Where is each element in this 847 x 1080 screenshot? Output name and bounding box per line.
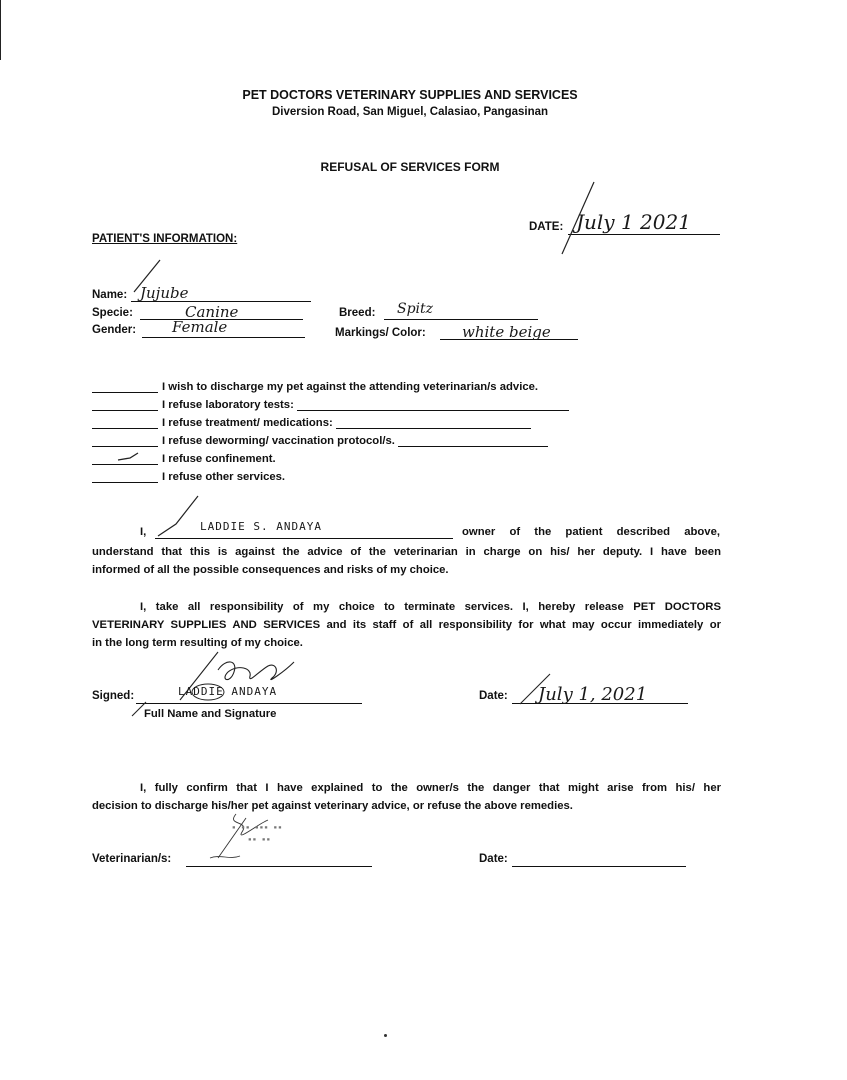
confinement-check-mark [116,451,140,463]
option-checkbox-line[interactable] [92,417,158,429]
top-date-value[interactable]: July 1 2021 [576,210,691,234]
statement-line2: understand that this is against the advice of the veterinarian in charge on his/ her deputy. I have been [92,546,721,558]
markings-label: Markings/ Color: [335,327,426,339]
signature-caption: Full Name and Signature [144,708,277,720]
release-line1: I, take all responsibility of my choice to terminate services. I, hereby release PET DOCTORS [140,601,721,613]
release-line2: VETERINARY SUPPLIES AND SERVICES and its staff of all responsibility for what may occur immediately or [92,619,721,631]
statement-prefix: I, [140,526,147,538]
deworming-detail-line[interactable] [398,435,548,447]
lab-tests-detail-line[interactable] [297,399,569,411]
scan-edge-mark [0,0,1,60]
breed-line [384,319,538,320]
statement-stroke [154,494,204,540]
option-deworming[interactable]: I refuse deworming/ vaccination protocol/s. [92,435,548,447]
top-date-stroke [556,180,596,260]
patient-section-title: PATIENT'S INFORMATION: [92,233,238,245]
option-checkbox-line[interactable] [92,471,158,483]
signature-date-label: Date: [479,690,508,702]
option-checkbox-line[interactable] [92,381,158,393]
option-discharge[interactable]: I wish to discharge my pet against the attending veterinarian/s advice. [92,381,538,393]
name-label: Name: [92,289,128,301]
specie-label: Specie: [92,307,133,319]
option-checkbox-line[interactable] [92,435,158,447]
scan-speck [384,1034,387,1037]
signed-label: Signed: [92,690,135,702]
gender-line [142,337,305,338]
owner-name-line [155,538,453,539]
breed-label: Breed: [339,307,376,319]
option-lab-tests[interactable]: I refuse laboratory tests: [92,399,569,411]
statement-line3: informed of all the possible consequences and risks of my choice. [92,564,449,576]
gender-label: Gender: [92,324,137,336]
option-treatment[interactable]: I refuse treatment/ medications: [92,417,531,429]
specie-value[interactable]: Canine [185,303,239,321]
markings-value[interactable]: white beige [462,323,551,341]
top-date-label: DATE: [529,221,564,233]
veterinarian-date-line[interactable] [512,866,686,867]
veterinarian-signature-line[interactable] [186,866,372,867]
breed-value[interactable]: Spitz [397,301,434,317]
confirmation-line1: I, fully confirm that I have explained to the owner/s the danger that might arise from his/ her [140,782,721,794]
veterinarian-stamp-line2: ▪▪ ▪▪ [248,836,272,843]
gender-value[interactable]: Female [172,318,228,336]
statement-line1-tail: owner of the patient described above, [462,526,720,538]
veterinarian-stamp: ▪ ▪▪ ▪▪▪ ▪▪ [232,824,283,831]
option-checkbox-line[interactable] [92,399,158,411]
treatment-detail-line[interactable] [336,417,531,429]
form-title: REFUSAL OF SERVICES FORM [320,160,500,174]
option-other-services[interactable]: I refuse other services. [92,471,285,483]
owner-signature-value[interactable]: LADDIE ANDAYA [178,685,278,698]
clinic-address: Diversion Road, San Miguel, Calasiao, Pangasinan [271,106,549,118]
signature-date-value[interactable]: July 1, 2021 [538,684,648,705]
owner-name-value[interactable]: LADDIE S. ANDAYA [200,520,322,533]
release-line3: in the long term resulting of my choice. [92,637,303,649]
option-confinement[interactable]: I refuse confinement. [92,453,276,465]
veterinarian-label: Veterinarian/s: [92,853,172,865]
confirmation-line2: decision to discharge his/her pet against veterinary advice, or refuse the above remedies. [92,800,573,812]
clinic-name: PET DOCTORS VETERINARY SUPPLIES AND SERVICES [242,88,578,102]
veterinarian-date-label: Date: [479,853,508,865]
name-value[interactable]: Jujube [140,284,189,302]
